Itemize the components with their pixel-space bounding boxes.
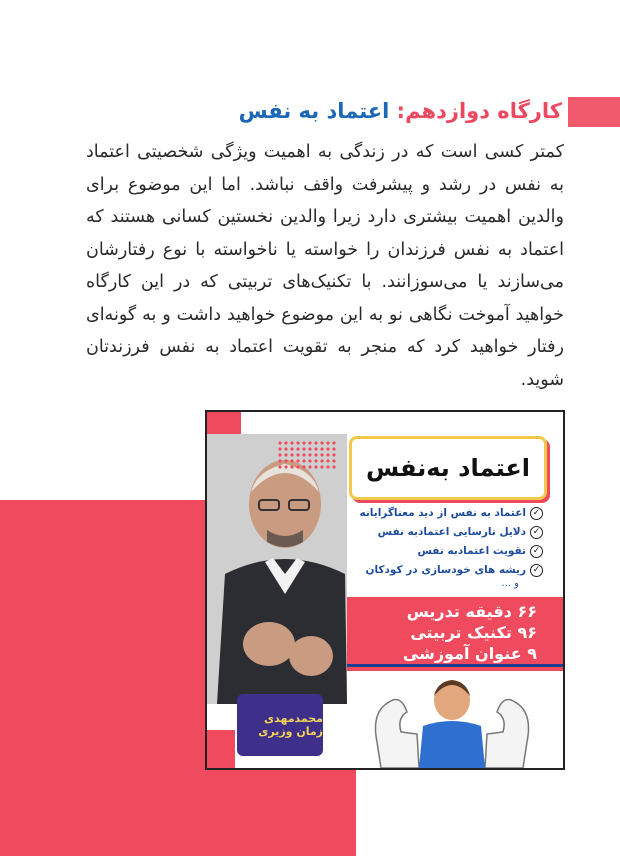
child-illustration: [367, 672, 537, 768]
feature-more: و ...: [501, 578, 519, 589]
feature-text: ریشه های خودسازی در کودکان: [365, 564, 526, 576]
section-title: [239, 95, 562, 127]
section-title-sub: اعتماد به نفس: [238, 99, 390, 123]
decorative-dots: [277, 440, 337, 470]
check-circle-icon: ✓: [530, 507, 543, 520]
poster-title: اعتماد به‌نفس: [349, 436, 547, 500]
feature-list: [343, 504, 543, 580]
stat-lessons: ۶۶ دقیقه تدریس: [406, 602, 537, 621]
stat-techniques: ۹۶ تکنیک تربیتی: [410, 623, 537, 642]
check-circle-icon: ✓: [530, 564, 543, 577]
check-circle-icon: ✓: [530, 526, 543, 539]
check-circle-icon: ✓: [530, 545, 543, 558]
list-item: [343, 523, 543, 542]
list-item: [343, 504, 543, 523]
stats-divider: [347, 664, 563, 667]
instructor-photo: [207, 434, 347, 704]
poster-corner-accent-bottom: [207, 730, 235, 768]
feature-text: تقویت اعتمادبه نفس: [417, 545, 526, 557]
title-accent-bar: [568, 97, 620, 127]
feature-text: دلایل نارسایی اعتمادبه نفس: [377, 526, 526, 538]
section-title-main: کارگاه دوازدهم:: [396, 99, 562, 123]
workshop-poster: [205, 410, 565, 770]
instructor-logo: محمدمهدی زمان وزیری: [237, 694, 323, 756]
stats-panel: [347, 597, 563, 671]
stat-titles: ۹ عنوان آموزشی: [402, 644, 537, 663]
body-paragraph: کمتر کسی است که در زندگی به اهمیت ویژگی شخصیتی اعتماد به نفس در رشد و پیشرفت واقف نباشد. اما این موضوع برای والدین اهمیت بیشتری دارد زیرا والدین نخستین کسانی هستند که اعتماد به نفس فرزندان را خواسته یا ناخواسته با نوع رفتارشان می‌سازند یا می‌سوزانند. با تکنیک‌های تربیتی که در این کارگاه خواهید آموخت نگاهی نو به این موضوع خواهید داشت و به گونه‌ای رفتار خواهید کرد که منجر به تقویت اعتماد به نفس فرزندتان شوید.: [86, 142, 564, 390]
poster-corner-accent: [207, 412, 241, 434]
feature-text: اعتماد به نفس از دید معناگرایانه: [359, 507, 526, 519]
list-item: [343, 542, 543, 561]
